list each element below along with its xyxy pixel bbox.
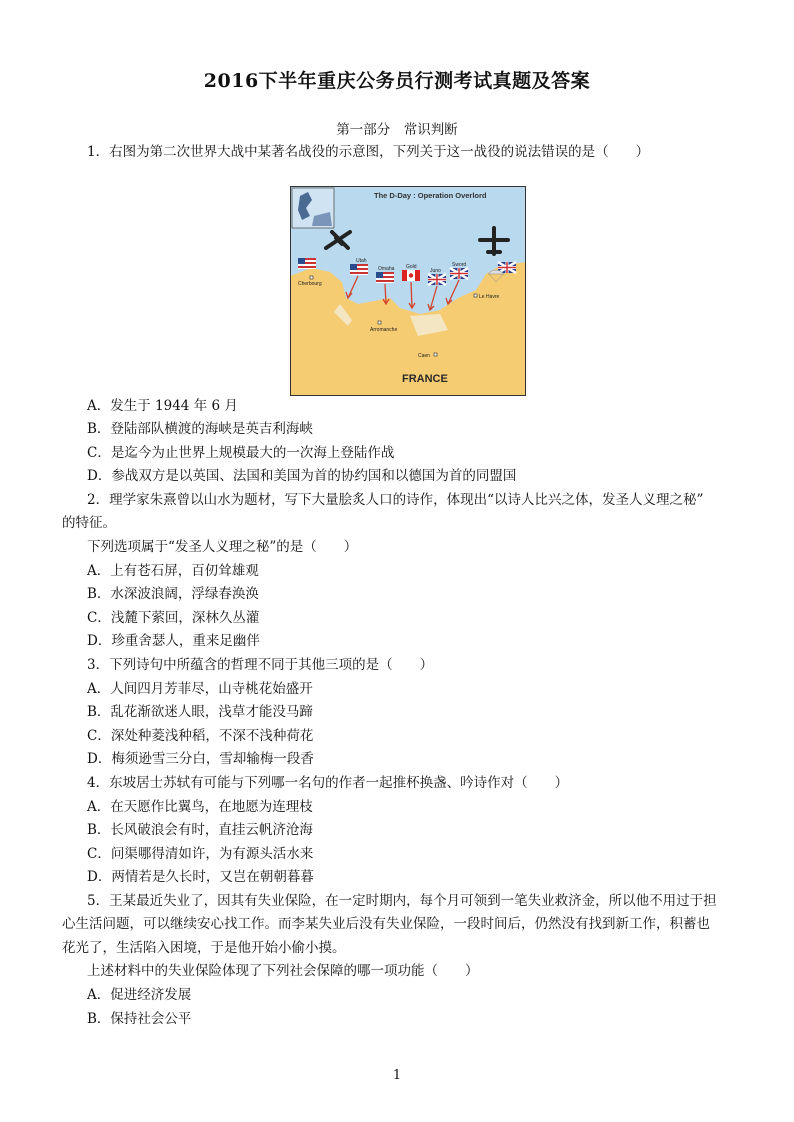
q1-option-c: C．是迄今为止世界上规模最大的一次海上登陆作战 xyxy=(87,445,395,461)
q5-option-b: B．保持社会公平 xyxy=(87,1011,192,1027)
q4-option-b: B．长风破浪会有时，直挂云帆济沧海 xyxy=(87,822,313,838)
place-marker-cherbourg xyxy=(310,276,313,279)
place-label-cherbourg: Cherbourg xyxy=(298,281,322,287)
page-title: 2016下半年重庆公务员行测考试真题及答案 xyxy=(203,70,591,92)
place-label-le-havre: Le Havre xyxy=(479,294,500,300)
map-title: The D-Day : Operation Overlord xyxy=(374,191,487,200)
place-marker-caen xyxy=(434,353,437,356)
section-heading: 第一部分 常识判断 xyxy=(336,122,458,138)
us-flag-icon xyxy=(298,258,316,269)
canada-flag-icon xyxy=(402,270,420,281)
q2-option-d: D．珍重舍瑟人，重来足幽伴 xyxy=(87,633,260,649)
q1-option-d: D．参战双方是以英国、法国和美国为首的协约国和以德国为首的同盟国 xyxy=(87,468,517,484)
beach-label-omaha: Omaha xyxy=(378,266,395,272)
question-5-sub: 上述材料中的失业保险体现了下列社会保障的哪一项功能（ ） xyxy=(87,963,479,979)
q3-option-c: C．深处种菱浅种稻，不深不浅种荷花 xyxy=(87,728,314,744)
q4-option-c: C．问渠哪得清如许，为有源头活水来 xyxy=(87,846,314,862)
place-label-arromanche: Arromanche xyxy=(370,327,398,333)
beach-label-sword: Sword xyxy=(452,262,467,268)
place-marker-le-havre xyxy=(474,294,477,297)
beach-label-juno: Juno xyxy=(430,268,441,274)
q3-option-b: B．乱花渐欲迷人眼，浅草才能没马蹄 xyxy=(87,704,313,720)
map-country-label: FRANCE xyxy=(402,373,448,385)
question-5-stem-cont: 花光了，生活陷入困境，于是他开始小偷小摸。 xyxy=(62,940,346,956)
question-5-stem-cont: 心生活问题，可以继续安心找工作。而李某失业后没有失业保险，一段时间后，仍然没有找到新工作，积蓄也 xyxy=(62,916,710,932)
beach-label-utah: Utah xyxy=(356,258,367,264)
d-day-map-image xyxy=(290,186,526,396)
question-2-stem: 2．理学家朱熹曾以山水为题材，写下大量脍炙人口的诗作，体现出“以诗人比兴之体，发圣人义理之秘” xyxy=(87,492,704,508)
page-number: 1 xyxy=(392,1068,402,1083)
q4-option-d: D．两情若是久长时，又岂在朝朝暮暮 xyxy=(87,869,314,885)
us-flag-icon xyxy=(376,272,394,283)
q1-option-b: B．登陆部队横渡的海峡是英吉利海峡 xyxy=(87,421,313,437)
question-2-sub: 下列选项属于“发圣人义理之秘”的是（ ） xyxy=(87,539,358,555)
q3-option-a: A．人间四月芳菲尽，山寺桃花始盛开 xyxy=(87,681,313,697)
question-2-stem-cont: 的特征。 xyxy=(62,515,116,531)
uk-flag-icon xyxy=(428,274,446,285)
q2-option-c: C．浅麓下萦回，深林久丛灌 xyxy=(87,610,260,626)
place-marker-arromanche xyxy=(378,321,381,324)
q4-option-a: A．在天愿作比翼鸟，在地愿为连理枝 xyxy=(87,799,313,815)
uk-flag-icon xyxy=(450,268,468,279)
q2-option-b: B．水深波浪阔，浮绿春涣涣 xyxy=(87,586,259,602)
q3-option-d: D．梅须逊雪三分白，雪却输梅一段香 xyxy=(87,751,314,767)
question-4-stem: 4．东坡居士苏轼有可能与下列哪一名句的作者一起推杯换盏、吟诗作对（ ） xyxy=(87,775,569,791)
q2-option-a: A．上有苍石屏，百仞耸雄观 xyxy=(87,563,259,579)
q1-option-a: A．发生于 1944 年 6 月 xyxy=(87,398,238,414)
beach-label-gold: Gold xyxy=(406,264,417,270)
q5-option-a: A．促进经济发展 xyxy=(87,987,192,1003)
question-1-stem: 1．右图为第二次世界大战中某著名战役的示意图，下列关于这一战役的说法错误的是（ ） xyxy=(87,144,650,160)
place-label-caen: Caen xyxy=(418,353,430,359)
question-5-stem: 5．王某最近失业了，因其有失业保险，在一定时期内，每个月可领到一笔失业救济金，所以他不用过于担 xyxy=(87,893,717,909)
question-3-stem: 3．下列诗句中所蕴含的哲理不同于其他三项的是（ ） xyxy=(87,657,434,673)
us-flag-icon xyxy=(350,264,368,275)
